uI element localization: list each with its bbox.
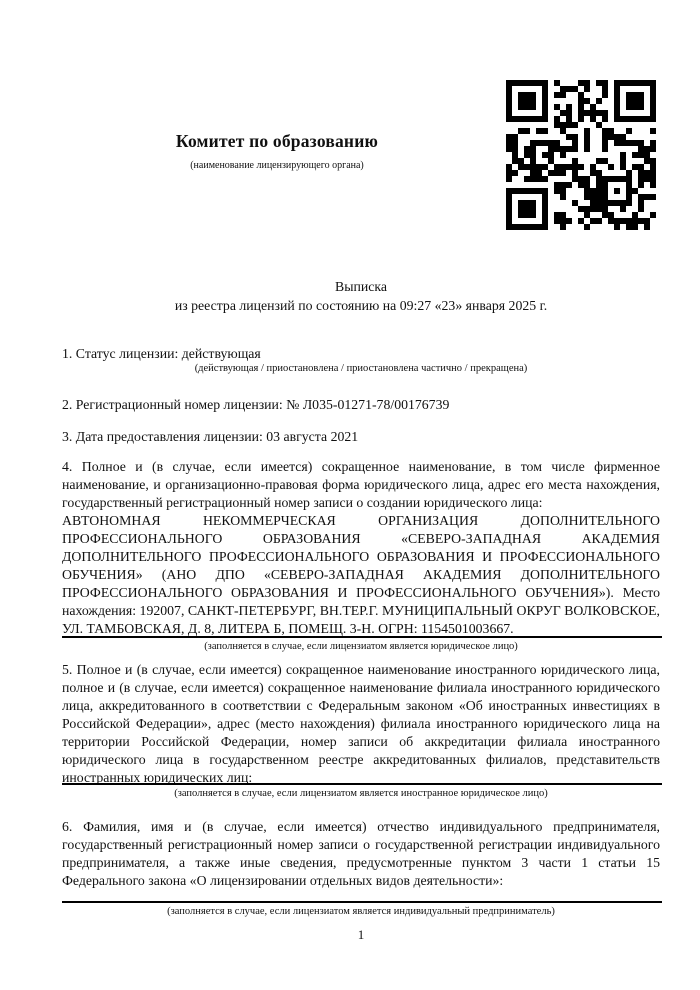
fill-line-legal-entity (62, 636, 662, 638)
document-title (62, 278, 660, 315)
qr-code-icon (506, 80, 656, 230)
field-grant-date: 3. Дата предоставления лицензии: 03 августа 2021 (62, 429, 359, 444)
field-legal-entity (62, 458, 660, 638)
licensing-authority-hint: (наименование лицензирующего органа) (190, 160, 364, 171)
hint-legal-entity: (заполняется в случае, если лицензиатом является юридическое лицо) (204, 641, 518, 652)
hint-foreign-entity: (заполняется в случае, если лицензиатом является иностранное юридическое лицо) (174, 788, 548, 799)
field-legal-entity-value: АВТОНОМНАЯ НЕКОММЕРЧЕСКАЯ ОРГАНИЗАЦИЯ ДОПОЛНИТЕЛЬНОГО ПРОФЕССИОНАЛЬНОГО ОБРАЗОВАНИЯ «СЕВЕРО-ЗАПАДНАЯ АКАДЕМИЯ ДОПОЛНИТЕЛЬНОГО ПРОФЕССИОНАЛЬНОГО ОБРАЗОВАНИЯ И ПРОФЕССИОНАЛЬНОГО ОБУЧЕНИЯ» (АНО ДПО «СЕВЕРО-ЗАПАДНАЯ АКАДЕМИЯ ДОПОЛНИТЕЛЬНОГО ПРОФЕССИОНАЛЬНОГО ОБРАЗОВАНИЯ И ПРОФЕССИОНАЛЬНОГО ОБУЧЕНИЯ»). Место нахождения: 192007, САНКТ-ПЕТЕРБУРГ, ВН.ТЕР.Г. МУНИЦИПАЛЬНЫЙ ОКРУГ ВОЛКОВСКОЕ, УЛ. ТАМБОВСКАЯ, Д. 8, ЛИТЕРА Б, ПОМЕЩ. 3-Н. ОГРН: 1154501003667. (62, 513, 660, 636)
field-individual-entrepreneur: 6. Фамилия, имя и (в случае, если имеется) отчество индивидуального предпринимателя, государственный регистрационный номер записи о государственной регистрации индивидуального предпринимателя, а также иные сведения, предусмотренные пунктом 3 части 1 статьи 15 Федерального закона «О лицензировании отдельных видов деятельности»: (62, 819, 660, 888)
licensing-authority-name: Комитет по образованию (175, 131, 379, 151)
hint-individual-entrepreneur: (заполняется в случае, если лицензиатом является индивидуальный предприниматель) (167, 906, 555, 917)
field-foreign-entity: 5. Полное и (в случае, если имеется) сокращенное наименование иностранного юридического лица, полное и (в случае, если имеется) сокращенное наименование филиала иностранного юридического лица, аккредитованного в соответствии с Федеральным законом «Об иностранных инвестициях в Российской Федерации», адрес (место нахождения) филиала иностранного юридического лица на территории Российской Федерации, номер записи об аккредитации филиала иностранного юридического лица в государственном реестре аккредитованных филиалов, представительств иностранных юридических лиц: (62, 662, 660, 785)
document-title-line2: из реестра лицензий по состоянию на 09:27 «23» января 2025 г. (174, 297, 548, 313)
fill-line-foreign-entity (62, 783, 662, 785)
field-legal-entity-label: 4. Полное и (в случае, если имеется) сокращенное наименование, в том числе фирменное наименование, и организационно-правовая форма юридического лица, адрес его места нахождения, государственный регистрационный номер записи о создании юридического лица: (62, 459, 660, 510)
licensing-authority-block (62, 131, 492, 171)
field-registration-number: 2. Регистрационный номер лицензии: № Л035-01271-78/00176739 (62, 397, 450, 412)
field-license-status: 1. Статус лицензии: действующая (62, 346, 261, 361)
hint-license-status: (действующая / приостановлена / приостановлена частично / прекращена) (194, 363, 528, 374)
document-title-line1: Выписка (335, 279, 387, 294)
fill-line-individual-entrepreneur (62, 901, 662, 903)
page-number: 1 (357, 927, 365, 942)
